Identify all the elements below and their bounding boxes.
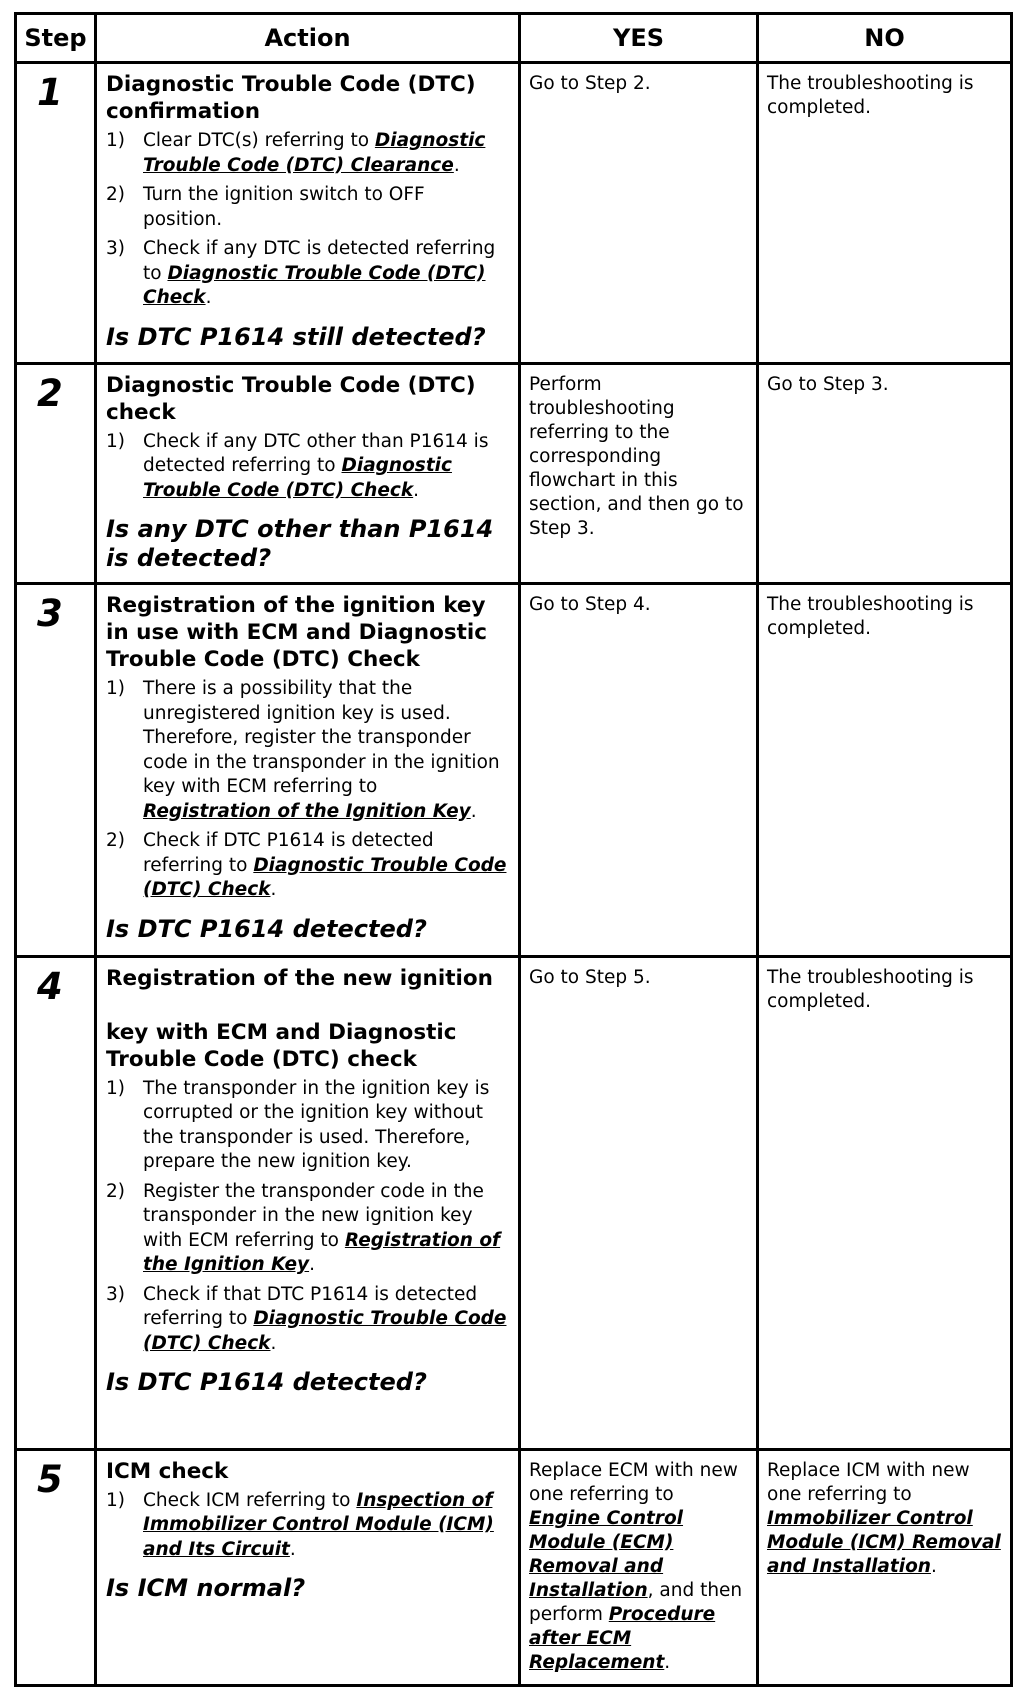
troubleshooting-table bbox=[14, 12, 1013, 1687]
substep-number: 3) bbox=[106, 238, 125, 259]
reference-link[interactable]: Procedure after ECM Replacement bbox=[529, 1603, 716, 1673]
action-cell bbox=[96, 63, 520, 364]
action-title: ICM check bbox=[106, 1458, 229, 1484]
substep-text: Turn the ignition switch to OFF position. bbox=[143, 184, 425, 230]
reference-link[interactable]: Immobilizer Control Module (ICM) Removal and Installation bbox=[767, 1507, 1001, 1577]
substep-suffix: . bbox=[270, 1332, 277, 1354]
substep-suffix: . bbox=[309, 1254, 315, 1276]
yes-cell: Go to Step 4. bbox=[520, 584, 758, 957]
action-title: Diagnostic Trouble Code (DTC) confirmation bbox=[106, 72, 476, 124]
reference-link[interactable]: Inspection of Immobilizer Control Module (ICM) and Its Circuit bbox=[143, 1489, 494, 1560]
no-cell: Go to Step 3. bbox=[758, 363, 1012, 584]
step-number: 4 bbox=[37, 964, 63, 1008]
substep bbox=[106, 1283, 508, 1357]
action-question: Is ICM normal? bbox=[106, 1574, 306, 1603]
step-row-1 bbox=[16, 63, 1012, 364]
step-number: 5 bbox=[37, 1457, 63, 1501]
no-cell: The troubleshooting is completed. bbox=[758, 584, 1012, 957]
step-number: 3 bbox=[37, 592, 63, 636]
yes-cell: Go to Step 5. bbox=[520, 956, 758, 1449]
action-title-continued: key with ECM and Diagnostic Trouble Code (DTC) check bbox=[106, 1019, 457, 1072]
reference-link[interactable]: Registration of the Ignition Key bbox=[143, 1229, 501, 1276]
substep-text: Check if that DTC P1614 is detected referring to bbox=[143, 1283, 478, 1330]
yes-text: Replace ECM with new one referring to bbox=[529, 1459, 738, 1505]
substep-suffix: . bbox=[453, 154, 460, 176]
action-cell bbox=[96, 1449, 520, 1685]
substep bbox=[106, 829, 508, 903]
reference-link[interactable]: Diagnostic Trouble Code (DTC) Check bbox=[143, 1308, 507, 1354]
substep-number: 2) bbox=[106, 1180, 125, 1202]
step-cell bbox=[16, 63, 96, 364]
no-cell: The troubleshooting is completed. bbox=[758, 956, 1012, 1449]
substep-text: Check if any DTC other than P1614 is detected referring to bbox=[143, 430, 489, 477]
action-cell bbox=[96, 956, 520, 1449]
yes-text: . bbox=[664, 1651, 671, 1673]
reference-link[interactable]: Diagnostic Trouble Code (DTC) Check bbox=[143, 455, 452, 501]
step-row-2 bbox=[16, 363, 1012, 584]
action-title: Diagnostic Trouble Code (DTC) check bbox=[106, 372, 476, 425]
reference-link[interactable]: Diagnostic Trouble Code (DTC) Check bbox=[143, 262, 486, 308]
substep-suffix: . bbox=[470, 800, 477, 822]
header-no: NO bbox=[758, 14, 1012, 63]
step-cell bbox=[16, 363, 96, 584]
substep-text: Check if DTC P1614 is detected referring to bbox=[143, 830, 434, 876]
substep-text: Check if any DTC is detected referring to bbox=[143, 238, 496, 284]
substep bbox=[106, 430, 508, 504]
header-action: Action bbox=[96, 14, 520, 63]
substep-list bbox=[106, 129, 508, 311]
action-title: Registration of the new ignition bbox=[106, 965, 493, 991]
step-cell bbox=[16, 956, 96, 1449]
substep bbox=[106, 237, 508, 311]
substep-suffix: . bbox=[205, 287, 212, 308]
reference-link[interactable]: Diagnostic Trouble Code (DTC) Check bbox=[143, 854, 507, 901]
step-row-4 bbox=[16, 956, 1012, 1449]
action-question: Is DTC P1614 detected? bbox=[106, 1368, 427, 1397]
yes-cell: Go to Step 2. bbox=[520, 63, 758, 364]
yes-cell: Perform troubleshooting referring to the corresponding flowchart in this section, and then go to Step 3. bbox=[520, 363, 758, 584]
substep-number: 1) bbox=[106, 1489, 125, 1511]
no-text: . bbox=[930, 1555, 937, 1577]
step-number: 2 bbox=[37, 371, 63, 415]
substep-text: Register the transponder code in the transponder in the new ignition key with ECM referring to bbox=[143, 1180, 484, 1251]
step-number: 1 bbox=[37, 71, 63, 114]
substep-list bbox=[106, 1077, 508, 1357]
substep-suffix: . bbox=[270, 879, 277, 901]
step-cell bbox=[16, 584, 96, 957]
reference-link[interactable]: Diagnostic Trouble Code (DTC) Clearance bbox=[143, 130, 486, 176]
substep bbox=[106, 129, 508, 178]
action-cell bbox=[96, 584, 520, 957]
substep bbox=[106, 183, 508, 232]
substep bbox=[106, 677, 508, 824]
substep-list bbox=[106, 677, 508, 903]
step-row-5 bbox=[16, 1449, 1012, 1685]
substep-number: 2) bbox=[106, 184, 125, 205]
substep-number: 1) bbox=[106, 678, 125, 700]
substep bbox=[106, 1077, 508, 1175]
substep-list bbox=[106, 1489, 508, 1563]
yes-cell bbox=[520, 1449, 758, 1685]
substep-suffix: . bbox=[413, 479, 420, 501]
step-cell bbox=[16, 1449, 96, 1685]
substep-number: 2) bbox=[106, 830, 125, 852]
no-cell bbox=[758, 1449, 1012, 1685]
no-text: Replace ICM with new one referring to bbox=[767, 1459, 970, 1505]
action-question: Is DTC P1614 detected? bbox=[106, 914, 427, 943]
step-row-3 bbox=[16, 584, 1012, 957]
substep-suffix: . bbox=[289, 1538, 296, 1560]
substep-number: 3) bbox=[106, 1283, 125, 1305]
action-question: Is DTC P1614 still detected? bbox=[106, 322, 486, 351]
action-title: Registration of the ignition key in use with ECM and Diagnostic Trouble Code (DTC) Check bbox=[106, 593, 488, 673]
reference-link[interactable]: Registration of the Ignition Key bbox=[143, 800, 471, 822]
substep-list bbox=[106, 430, 508, 504]
header-step: Step bbox=[16, 14, 96, 63]
substep-number: 1) bbox=[106, 130, 125, 151]
header-yes: YES bbox=[520, 14, 758, 63]
yes-text: , and then perform bbox=[529, 1579, 743, 1625]
action-cell bbox=[96, 363, 520, 584]
substep bbox=[106, 1489, 508, 1563]
substep-text: Check ICM referring to bbox=[143, 1489, 357, 1511]
reference-link[interactable]: Engine Control Module (ECM) Removal and Installation bbox=[529, 1507, 684, 1601]
substep bbox=[106, 1180, 508, 1278]
header-row bbox=[16, 14, 1012, 63]
substep-text: Clear DTC(s) referring to bbox=[143, 130, 375, 151]
substep-text: There is a possibility that the unregistered ignition key is used. Therefore, register the transponder code in the transponder in the ignition key with ECM referring to bbox=[143, 678, 500, 798]
no-cell: The troubleshooting is completed. bbox=[758, 63, 1012, 364]
substep-number: 1) bbox=[106, 430, 125, 452]
action-question: Is any DTC other than P1614 is detected? bbox=[106, 515, 494, 573]
substep-number: 1) bbox=[106, 1077, 125, 1099]
substep-text: The transponder in the ignition key is corrupted or the ignition key without the transponder is used. Therefore, prepare the new ignition key. bbox=[143, 1077, 490, 1173]
